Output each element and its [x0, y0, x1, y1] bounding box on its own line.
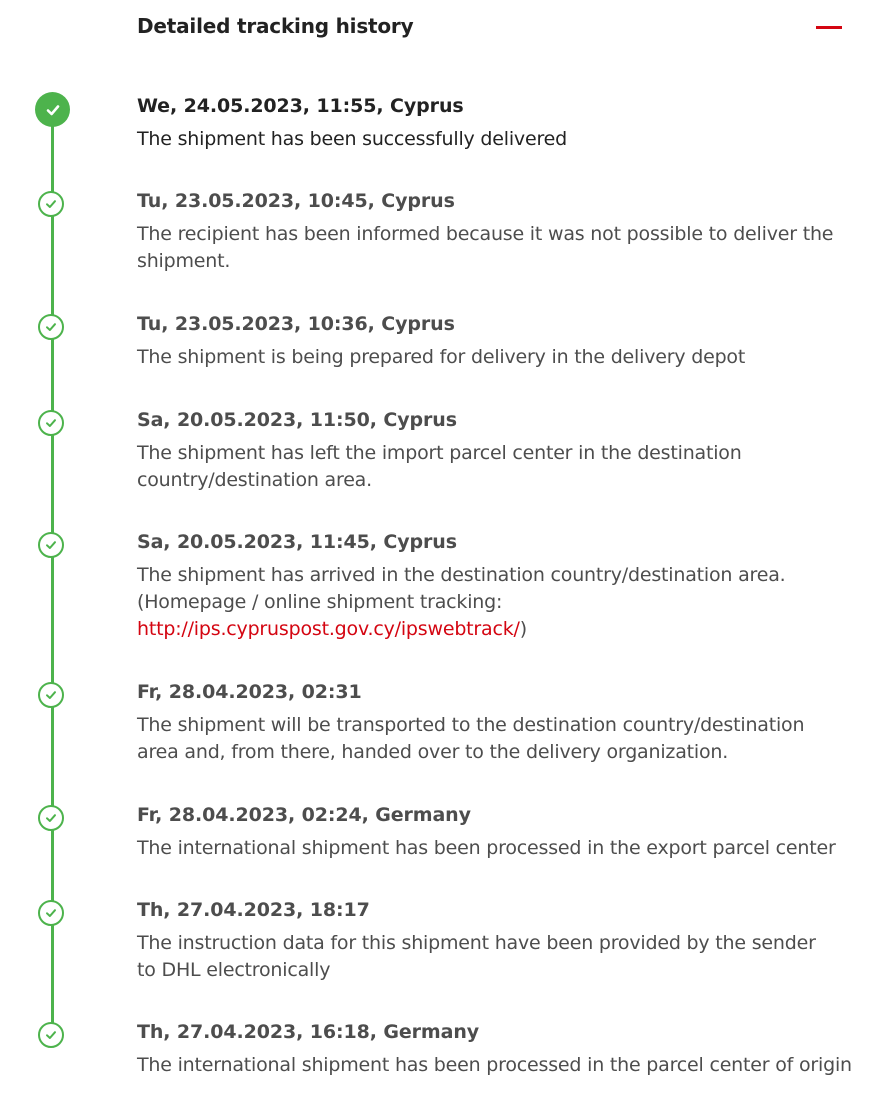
event-description: The instruction data for this shipment have been provided by the sender to DHL electronically	[137, 932, 816, 981]
check-circle-icon	[38, 191, 64, 217]
check-circle-icon	[38, 1022, 64, 1048]
event-description: The shipment will be transported to the destination country/destination area and, from there, handed over to the delivery organization.	[137, 714, 805, 763]
event-description: The shipment is being prepared for delivery in the delivery depot	[137, 346, 746, 368]
check-circle-icon	[38, 805, 64, 831]
event-date: Sa, 20.05.2023, 11:50, Cyprus	[137, 409, 457, 431]
event-date: Fr, 28.04.2023, 02:31	[137, 681, 362, 703]
event-date: Th, 27.04.2023, 16:18, Germany	[137, 1021, 480, 1043]
event-description: The shipment has left the import parcel center in the destination country/destination area.	[137, 442, 742, 491]
event-date: Th, 27.04.2023, 18:17	[137, 899, 370, 921]
page-title: Detailed tracking history	[137, 14, 414, 38]
check-circle-icon	[35, 92, 70, 127]
check-circle-icon	[38, 532, 64, 558]
event-description: The shipment has been successfully delivered	[137, 128, 568, 150]
event-description: The recipient has been informed because it was not possible to deliver the shipment.	[137, 223, 834, 272]
event-date: Sa, 20.05.2023, 11:45, Cyprus	[137, 531, 457, 553]
check-circle-icon	[38, 410, 64, 436]
check-circle-icon	[38, 314, 64, 340]
event-date: Fr, 28.04.2023, 02:24, Germany	[137, 804, 471, 826]
event-description: The international shipment has been processed in the export parcel center	[137, 837, 836, 859]
event-date: Tu, 23.05.2023, 10:36, Cyprus	[137, 313, 455, 335]
event-date: We, 24.05.2023, 11:55, Cyprus	[137, 95, 464, 117]
check-circle-icon	[38, 900, 64, 926]
collapse-button[interactable]	[808, 16, 848, 40]
event-description	[137, 562, 837, 643]
check-circle-icon	[38, 682, 64, 708]
event-description-suffix: )	[519, 618, 527, 640]
event-description: The international shipment has been processed in the parcel center of origin	[137, 1054, 852, 1076]
tracking-link[interactable]: http://ips.cypruspost.gov.cy/ipswebtrack/	[137, 618, 520, 640]
event-date: Tu, 23.05.2023, 10:45, Cyprus	[137, 190, 455, 212]
timeline-line	[51, 110, 54, 1034]
event-description-text: The shipment has arrived in the destination country/destination area. (Homepage / online shipment tracking:	[137, 564, 786, 613]
minus-icon	[816, 26, 842, 29]
